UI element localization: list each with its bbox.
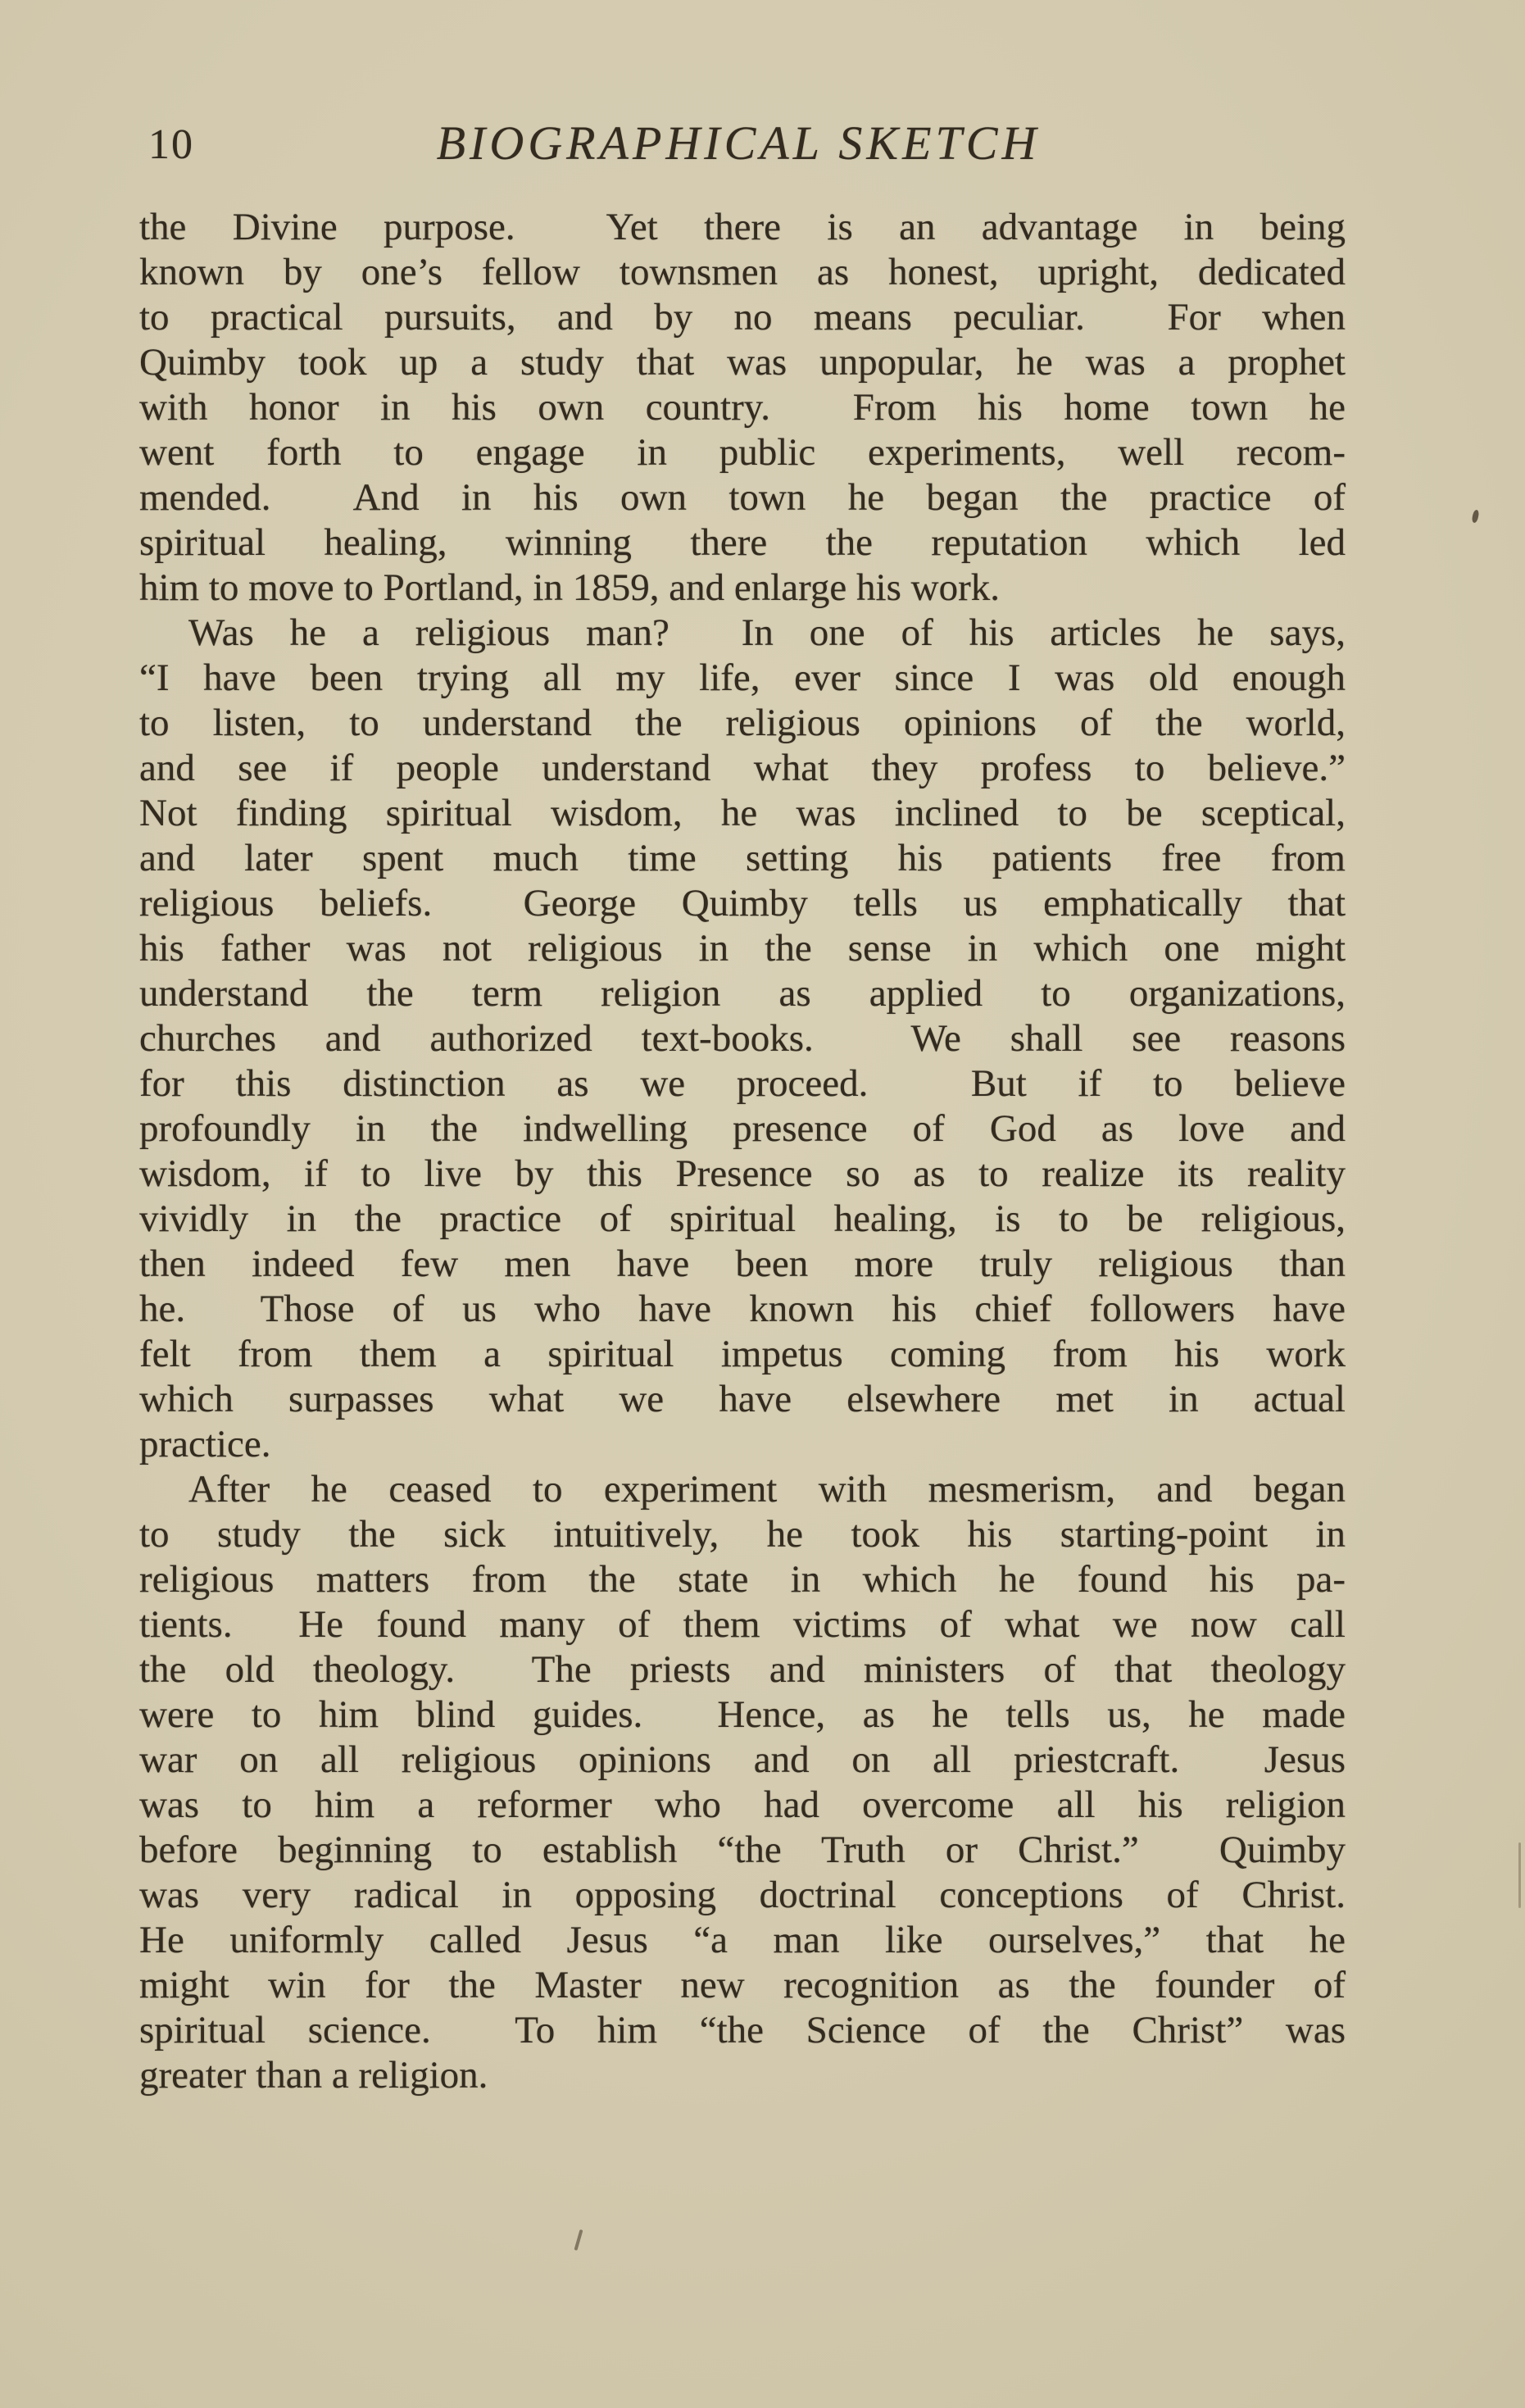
text-line: understand the term religion as applied to organizations, [139,972,1346,1015]
running-title: BIOGRAPHICAL SKETCH [436,116,1041,170]
text-line: vividly in the practice of spiritual healing, is to be religious, [139,1197,1346,1240]
text-line: After he ceased to experiment with mesmerism, and began [188,1468,1346,1511]
paragraph [139,611,1346,1467]
text-line: “I have been trying all my life, ever since I was old enough [139,657,1346,699]
paragraph [139,205,1346,611]
paragraph [139,1467,1346,2098]
text-line: to practical pursuits, and by no means peculiar. For when [139,296,1346,338]
text-line: religious matters from the state in which he found his pa- [139,1558,1346,1601]
text-line: were to him blind guides. Hence, as he tells us, he made [139,1693,1346,1736]
text-line: wisdom, if to live by this Presence so as to realize its reality [139,1152,1346,1195]
text-line: he. Those of us who have known his chief followers have [139,1288,1346,1330]
page-number: 10 [148,121,194,168]
text-line: might win for the Master new recognition as the founder of [139,1964,1346,2006]
text-line: spiritual science. To him “the Science of the Christ” was [139,2009,1346,2051]
text-line: with honor in his own country. From his home town he [139,386,1346,429]
text-line: him to move to Portland, in 1859, and enlarge his work. [139,566,1000,609]
text-line: and see if people understand what they profess to believe.” [139,747,1346,789]
text-line: practice. [139,1423,271,1465]
text-line: Not finding spiritual wisdom, he was inclined to be sceptical, [139,792,1346,834]
text-line: was to him a reformer who had overcome all his religion [139,1783,1346,1826]
scan-speck [1471,509,1479,523]
text-line: churches and authorized text-books. We shall see reasons [139,1017,1346,1060]
text-line: greater than a religion. [139,2054,488,2097]
scan-speck [574,2229,583,2251]
text-line: for this distinction as we proceed. But if to believe [139,1062,1346,1105]
text-line: went forth to engage in public experiments, well recom- [139,431,1346,474]
text-line: was very radical in opposing doctrinal conceptions of Christ. [139,1874,1346,1916]
text-line: to listen, to understand the religious opinions of the world, [139,702,1346,744]
text-line: his father was not religious in the sense in which one might [139,927,1346,970]
text-line: spiritual healing, winning there the reputation which led [139,521,1346,564]
text-line: the Divine purpose. Yet there is an advantage in being [139,206,1346,248]
text-line: felt from them a spiritual impetus coming from his work [139,1333,1346,1375]
text-line: war on all religious opinions and on all priestcraft. Jesus [139,1738,1346,1781]
text-line: religious beliefs. George Quimby tells us emphatically that [139,882,1346,925]
text-line: He uniformly called Jesus “a man like ourselves,” that he [139,1919,1346,1961]
text-line: and later spent much time setting his patients free from [139,837,1346,879]
text-line: profoundly in the indwelling presence of God as love and [139,1107,1346,1150]
text-line: known by one’s fellow townsmen as honest, upright, dedicated [139,251,1346,293]
scan-speck [1518,1842,1521,1908]
text-line: Quimby took up a study that was unpopular, he was a prophet [139,341,1346,384]
text-line: Was he a religious man? In one of his articles he says, [188,611,1346,654]
text-line: mended. And in his own town he began the practice of [139,476,1346,519]
text-line: the old theology. The priests and ministers of that theology [139,1648,1346,1691]
text-line: to study the sick intuitively, he took his starting-point in [139,1513,1346,1556]
page-body [139,205,1346,2098]
text-line: which surpasses what we have elsewhere met in actual [139,1378,1346,1420]
text-line: before beginning to establish “the Truth or Christ.” Quimby [139,1829,1346,1871]
text-line: tients. He found many of them victims of what we now call [139,1603,1346,1646]
text-line: then indeed few men have been more truly religious than [139,1243,1346,1285]
